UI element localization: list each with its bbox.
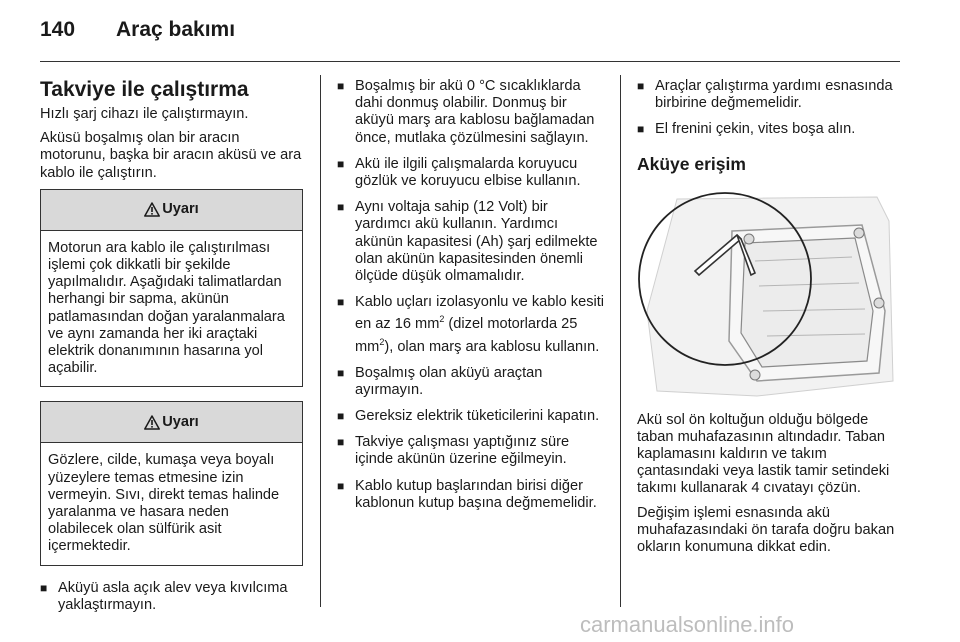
list-item <box>337 156 607 190</box>
warning-box-1 <box>40 189 303 388</box>
warning-box-header <box>41 402 302 443</box>
battery-cover-illustration <box>637 191 900 403</box>
paragraph-arrow-note: Değişim işlemi esnasında akü muhafazasındaki ön tarafa doğru bakan okların konumuna dikkat edin. <box>637 504 895 556</box>
watermark: carmanualsonline.info <box>580 612 795 637</box>
intro-paragraph-1: Hızlı şarj cihazı ile çalıştırmayın. <box>40 106 249 122</box>
list-item <box>637 78 903 112</box>
bullet-icon: ■ <box>337 408 345 423</box>
list-item-text: Gereksiz elektrik tüketicilerini kapatın. <box>355 407 600 424</box>
list-item <box>337 365 607 399</box>
bullet-icon: ■ <box>337 435 345 450</box>
warning-box-header <box>41 190 302 231</box>
warning-box-2 <box>40 401 303 565</box>
list-item <box>337 434 607 468</box>
cable-spec-text-c: ), olan marş ara kablosu kullanın. <box>384 338 600 355</box>
bullet-icon: ■ <box>637 79 645 93</box>
intro-paragraph-2: Aküsü boşalmış olan bir aracın motorunu, başka bir aracın aküsü ve ara kablo ile çalıştırın. <box>40 130 302 181</box>
list-item-text: Takviye çalışması yaptığınız süre içinde akünün üzerine eğilmeyin. <box>355 434 570 468</box>
list-item <box>337 199 607 285</box>
list-item <box>337 478 607 512</box>
list-item-text: Araçlar çalıştırma yardımı esnasında birbirine değmemelidir. <box>655 78 893 112</box>
list-item-text: Aküyü asla açık alev veya kıvılcıma yaklaştırmayın. <box>58 579 288 613</box>
column-divider-2 <box>620 75 621 607</box>
page-number: 140 <box>40 18 76 41</box>
warning-triangle-icon <box>144 415 160 430</box>
warning-body: Motorun ara kablo ile çalıştırılması işlemi çok dikkatli bir şekilde yapılmalıdır. Aşağıdaki talimatlardan herhangi bir sapma, akünün patlamasından doğan yaralanmalara ve aynı zamanda her iki araçtaki elektrik donanımının hasarına yol açabilir. <box>48 239 285 377</box>
cable-spec-text-a: Kablo uçları izolasyonlu ve kablo kesiti en az 16 mm <box>355 294 605 333</box>
section-heading: Takviye ile çalıştırma <box>40 78 249 101</box>
warning-body: Gözlere, cilde, kumaşa veya boyalı yüzeylere temas etmesine izin vermeyin. Sıvı, direkt temas halinde yaralanma ve hasara neden olabilecek olan sülfürik asit içermektedir. <box>48 452 280 555</box>
list-item-text: Boşalmış olan aküyü araçtan ayırmayın. <box>355 364 543 398</box>
list-item <box>40 580 303 614</box>
column-divider-1 <box>320 75 321 607</box>
warning-title: Uyarı <box>162 201 199 218</box>
subsection-heading: Aküye erişim <box>637 153 746 174</box>
warning-triangle-icon <box>144 202 160 217</box>
column-3 <box>637 78 903 563</box>
list-item <box>337 78 607 147</box>
paragraph-battery-location: Akü sol ön koltuğun olduğu bölgede taban muhafazasının altındadır. Taban kaplamasını kaldırın ve takım çantasındaki veya lastik tamir setindeki takımı kullanarak 4 cıvatayı çözün. <box>637 411 890 497</box>
list-item-text: Aynı voltaja sahip (12 Volt) bir yardımcı akü kullanın. Yardımcı akünün kapasitesi (Ah) şarj edilmekte olan akünün kapasitesinden önemli ölçüde düşük olmamalıdır. <box>355 199 598 285</box>
list-item-text: El frenini çekin, vites boşa alın. <box>655 121 856 138</box>
list-item-text: Kablo kutup başlarından birisi diğer kablonun kutup başına değmemelidir. <box>355 477 597 511</box>
header-rule <box>40 61 900 62</box>
list-item-text: Boşalmış bir akü 0 °C sıcaklıklarda dahi donmuş olabilir. Donmuş bir aküyü marş ara kablosu bağlamadan önce, mutlaka çözülmesini sağlayın. <box>355 78 595 146</box>
bullet-icon: ■ <box>337 200 345 215</box>
warning-title: Uyarı <box>162 413 199 430</box>
bullet-icon: ■ <box>337 478 345 493</box>
list-item-text: Akü ile ilgili çalışmalarda koruyucu gözlük ve koruyucu elbise kullanın. <box>355 155 581 190</box>
list-item <box>637 121 903 138</box>
list-item-text <box>355 294 607 355</box>
running-title: Araç bakımı <box>116 18 236 41</box>
column-1 <box>40 78 303 623</box>
bullet-icon: ■ <box>637 122 645 137</box>
bullet-icon: ■ <box>337 365 345 380</box>
list-item <box>337 294 607 355</box>
list-item <box>337 408 607 425</box>
superscript-2: 2 <box>439 314 445 325</box>
bullet-icon: ■ <box>337 295 345 310</box>
bullet-icon: ■ <box>337 156 345 171</box>
superscript-2: 2 <box>379 336 385 347</box>
cable-spec-text-b: (dizel motorlarda 25 mm <box>355 316 578 355</box>
bullet-icon: ■ <box>40 580 48 595</box>
bullet-icon: ■ <box>337 79 345 93</box>
column-2 <box>337 78 607 521</box>
